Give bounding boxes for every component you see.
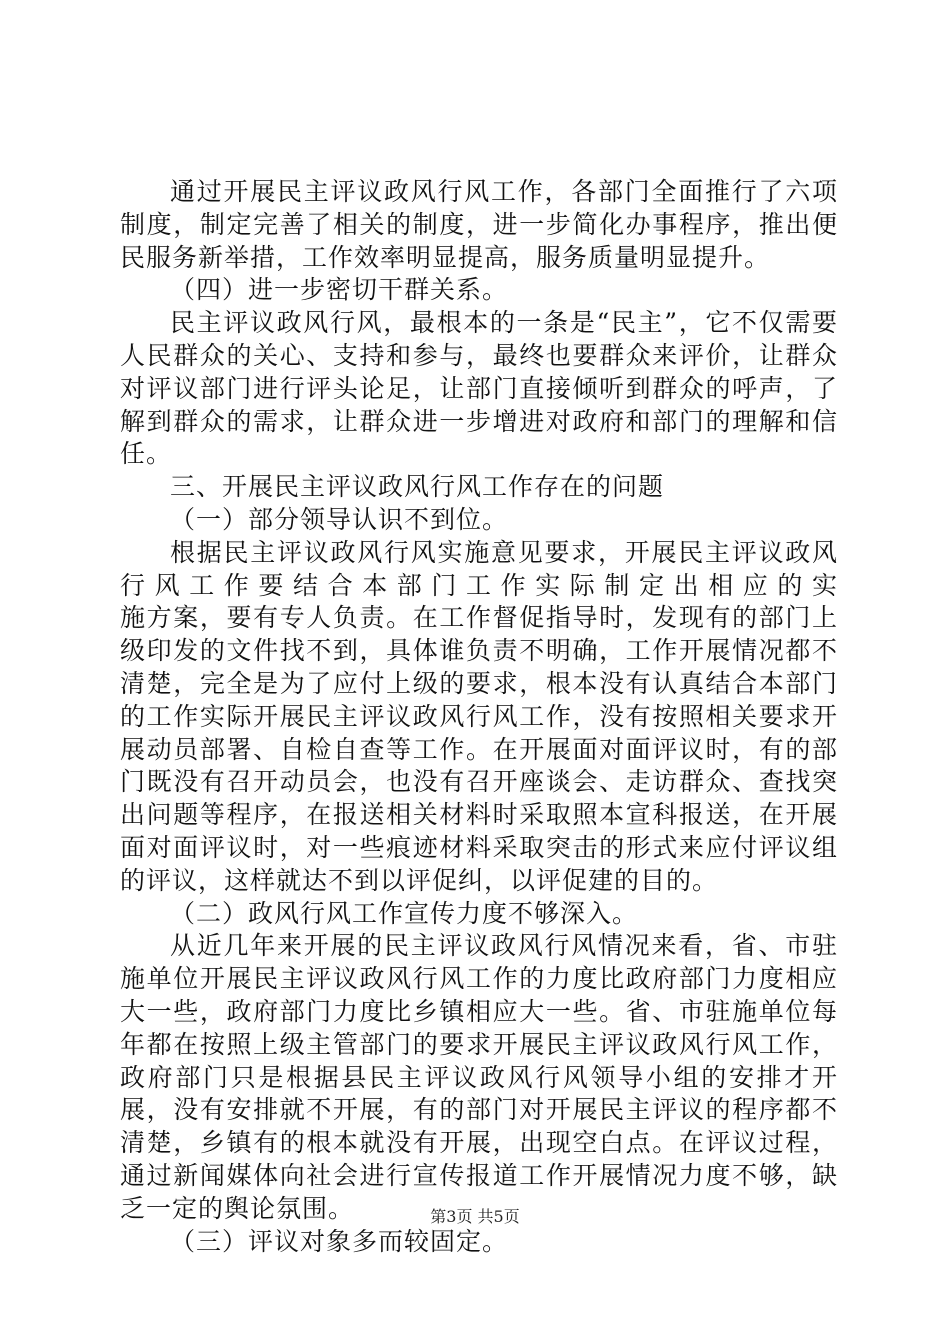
paragraph-implementation-requirement: 根据民主评议政风行风实施意见要求，开展民主评议政风行风工作要结合本部门工作实际制定出相应的实: [120, 537, 838, 600]
subheading-cadre-relations: （四）进一步密切干群关系。: [170, 275, 509, 305]
paragraph-reform-results: 通过开展民主评议政风行风工作，各部门全面推行了六项制度，制定完善了相关的制度，进一步简化办事程序，推出便民服务新举措，工作效率明显提高，服务质量明显提升。: [120, 177, 838, 272]
paragraph-publicity-detail: 从近几年来开展的民主评议政风行风情况来看，省、市驻施单位开展民主评议政风行风工作的力度比政府部门力度相应大一些，政府部门力度比乡镇相应大一些。省、市驻施单位每年都在按照上级主管部门的要求开展民主评议政风行风工作，政府部门只是根据县民主评议政风行风领导小组的安排才开展，没有安排就不开展，有的部门对开展民主评议的程序都不清楚，乡镇有的根本就没有开展，出现空白点。在评议过程，通过新闻媒体向社会进行宣传报道工作开展情况力度不够，缺乏一定的舆论氛围。: [120, 931, 838, 1223]
section-heading-problems: 三、开展民主评议政风行风工作存在的问题: [170, 472, 665, 502]
paragraph-implementation-detail: 施方案，要有专人负责。在工作督促指导时，发现有的部门上级印发的文件找不到，具体谁负责不明确，工作开展情况都不清楚，完全是为了应付上级的要求，根本没有认真结合本部门的工作实际开展民主评议政风行风工作，没有按照相关要求开展动员部署、自检自查等工作。在开展面对面评议时，有的部门既没有召开动员会，也没有召开座谈会、走访群众、查找突出问题等程序，在报送相关材料时采取照本宣科报送，在开展面对面评议时，对一些痕迹材料采取突击的形式来应付评议组的评议，这样就达不到以评促纠，以评促建的目的。: [120, 603, 838, 895]
document-body: [120, 176, 838, 1258]
paragraph-democracy-core: 民主评议政风行风，最根本的一条是“民主”，它不仅需要人民群众的关心、支持和参与，最终也要群众来评价，让群众对评议部门进行评头论足，让部门直接倾听到群众的呼声，了解到群众的需求，让群众进一步增进对政府和部门的理解和信任。: [120, 308, 838, 469]
page-footer: 第3页 共5页: [430, 1207, 520, 1226]
subheading-leadership-awareness: （一）部分领导认识不到位。: [170, 504, 509, 534]
subheading-publicity: （二）政风行风工作宣传力度不够深入。: [170, 898, 639, 928]
subheading-review-targets: （三）评议对象多而较固定。: [170, 1226, 509, 1256]
